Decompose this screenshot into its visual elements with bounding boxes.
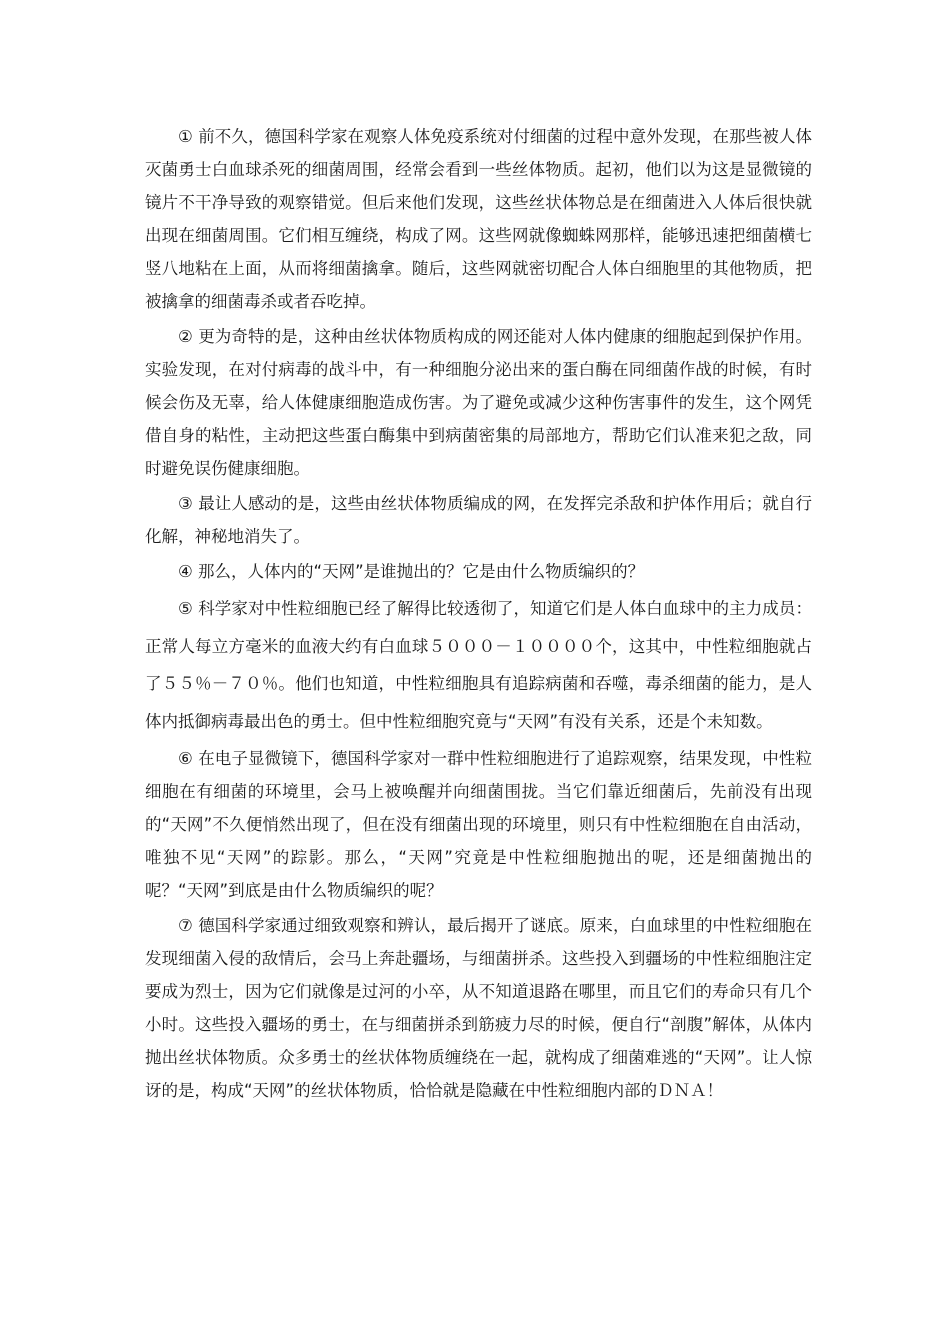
paragraph-4: ④ 那么，人体内的“天网”是谁抛出的？它是由什么物质编织的？ — [178, 562, 645, 581]
paragraph-7: ⑦ 德国科学家通过细致观察和辨认，最后揭开了谜底。原来，白血球里的中性粒细胞在发现细菌入侵的敌情后，会马上奔赴疆场，与细菌拼杀。这些投入到疆场的中性粒细胞注定要成为烈士，因为它们就像是过河的小卒，从不知道退路在哪里，而且它们的寿命只有几个小时。这些投入疆场的勇士，在与细菌拼杀到筋疲力尽的时候，便自行“剖腹”解体，从体内抛出丝状体物质。众多勇士的丝状体物质缠绕在一起，就构成了细菌难逃的“天网”。让人惊讶的是，构成“天网”的丝状体物质，恰恰就是隐藏在中性粒细胞内部的ＤＮＡ！ — [145, 916, 812, 1100]
paragraph-2: ② 更为奇特的是，这种由丝状体物质构成的网还能对人体内健康的细胞起到保护作用。实验发现，在对付病毒的战斗中，有一种细胞分泌出来的蛋白酶在同细菌作战的时候，有时候会伤及无辜，给人体健康细胞造成伤害。为了避免或减少这种伤害事件的发生，这个网凭借自身的粘性，主动把这些蛋白酶集中到病菌密集的局部地方，帮助它们认准来犯之敌，同时避免误伤健康细胞。 — [145, 327, 812, 478]
paragraph-3: ③ 最让人感动的是，这些由丝状体物质编成的网，在发挥完杀敌和护体作用后；就自行化解，神秘地消失了。 — [145, 494, 812, 546]
article-body — [145, 120, 812, 1109]
paragraph-1: ① 前不久，德国科学家在观察人体免疫系统对付细菌的过程中意外发现，在那些被人体灭菌勇士白血球杀死的细菌周围，经常会看到一些丝体物质。起初，他们以为这是显微镜的镜片不干净导致的观察错觉。但后来他们发现，这些丝状体物总是在细菌进入人体后很快就出现在细菌周围。它们相互缠绕，构成了网。这些网就像蜘蛛网那样，能够迅速把细菌横七竖八地粘在上面，从而将细菌擒拿。随后，这些网就密切配合人体白细胞里的其他物质，把被擒拿的细菌毒杀或者吞吃掉。 — [145, 127, 812, 311]
paragraph-6: ⑥ 在电子显微镜下，德国科学家对一群中性粒细胞进行了追踪观察，结果发现，中性粒细胞在有细菌的环境里，会马上被唤醒并向细菌围拢。当它们靠近细菌后，先前没有出现的“天网”不久便悄然出现了，但在没有细菌出现的环境里，则只有中性粒细胞在自由活动，唯独不见“天网”的踪影。那么，“天网”究竟是中性粒细胞抛出的呢，还是细菌抛出的呢？“天网”到底是由什么物质编织的呢？ — [145, 749, 812, 900]
paragraph-5: ⑤ 科学家对中性粒细胞已经了解得比较透彻了，知道它们是人体白血球中的主力成员：正常人每立方毫米的血液大约有白血球５０００－１００００个，这其中，中性粒细胞就占了５５％－７０％。他们也知道，中性粒细胞具有追踪病菌和吞噬，毒杀细菌的能力，是人体内抵御病毒最出色的勇士。但中性粒细胞究竟与“天网”有没有关系，还是个未知数。 — [145, 599, 812, 731]
